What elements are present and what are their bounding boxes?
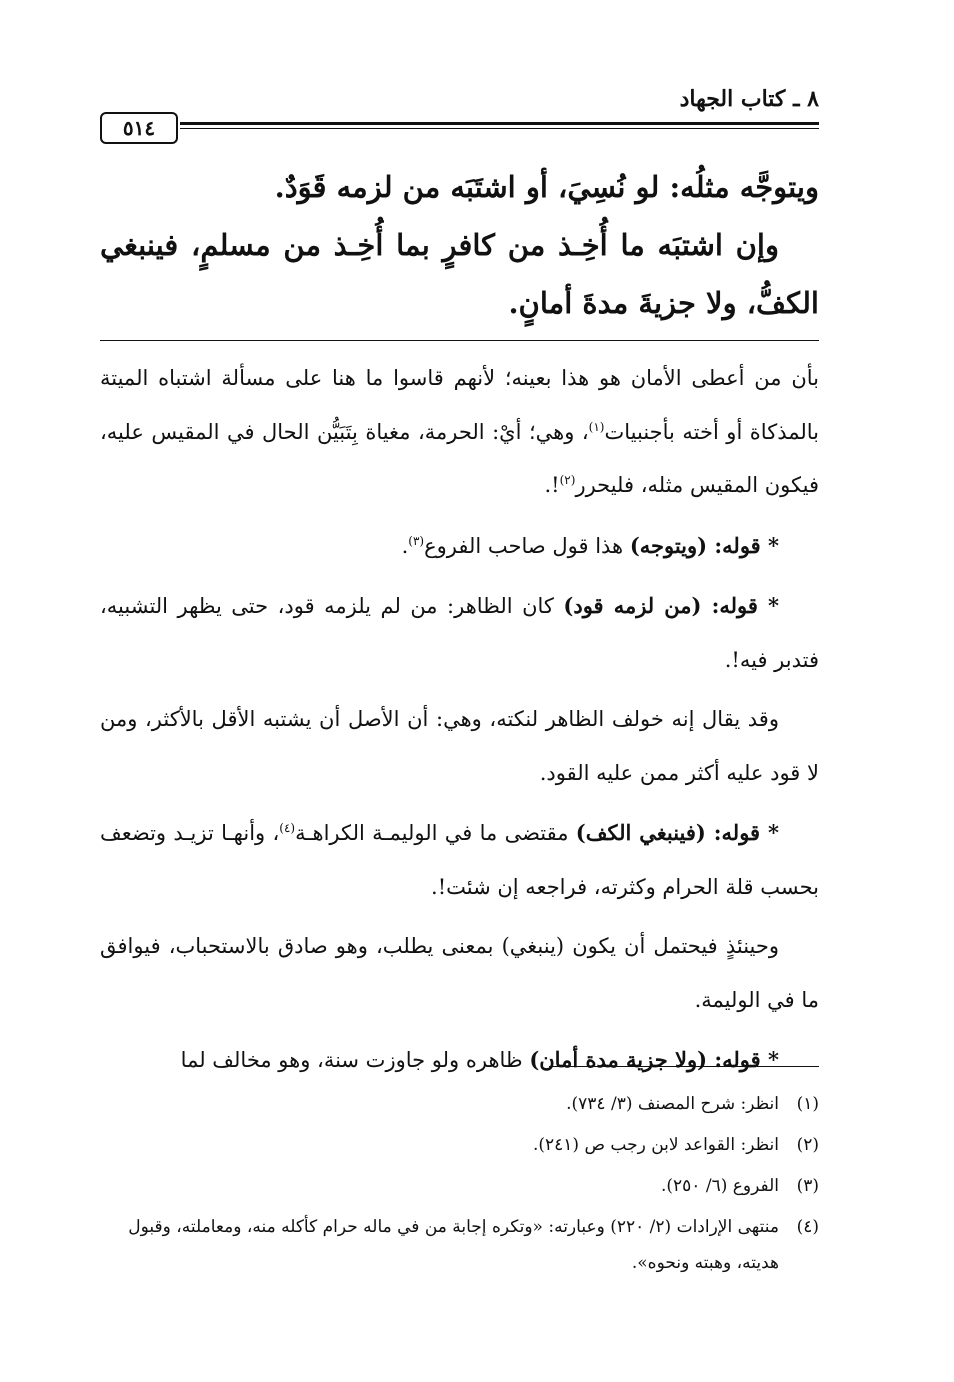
commentary-paragraph-5: * قوله: (فينبغي الكف) مقتضى ما في الوليمـة الكراهـة$^{(٤)}$، وأنهـا تزيـد وتضعف بحسب قلة الحرام وكثرته، فراجعه إن شئت!. [100,820,819,899]
commentary-paragraph-1: بأن من أعطى الأمان هو هذا بعينه؛ لأنهم قاسوا ما هنا على مسألة اشتباه الميتة بالمذكاة أو أخته بأجنبيات$^{(١)}$، وهي؛ أيْ: الحرمة، مغياة بِتَبَيُّن الحال في المقيس عليه، فيكون المقيس مثله، فليحرر$^{(٢)}$!. [100,366,819,497]
footnote-4 [100,1207,819,1281]
footnote-ref-4[interactable]: (٤) [279,821,296,835]
page-number: ٥١٤ [100,112,178,144]
commentary-paragraph-3: * قوله: (من لزمه قود) كان الظاهر: من لم يلزمه قود، حتى يظهر التشبيه، فتدبر فيه!. [100,593,819,672]
commentary-paragraph-2: * قوله: (ويتوجه) هذا قول صاحب الفروع$^{(٣)}$. [401,532,779,558]
main-text-line-2: وإن اشتبَه ما أُخِـذ من كافرٍ بما أُخِـذ من مسلمٍ، فينبغي الكفُّ، ولا جزيةَ مدةَ أمانٍ. [100,228,819,320]
footnote-text: منتهى الإرادات (٢/ ٢٢٠) وعبارته: «وتكره إجابة من في ماله حرام كأكله منه، ومعاملته، وقبول هديته، وهبته ونحوه». [128,1217,779,1273]
footnote-ref-3[interactable]: (٣) [408,533,425,548]
footnote-number: (٤) [796,1217,819,1237]
footnote-number: (١) [796,1094,819,1114]
quote-heading: * قوله: (فينبغي الكف) [575,820,780,845]
footnotes [100,1084,819,1281]
main-text-line-1: ويتوجَّه مثلُه: لو نُسِيَ، أو اشتَبَه من لزمه قَوَدٌ. [274,170,819,204]
quote-heading: * قوله: (ولا جزية مدة أمان) [529,1047,779,1072]
main-text [100,158,819,332]
quote-heading: * قوله: (ويتوجه) [629,532,779,558]
section-divider [100,340,819,341]
footnote-text: انظر: شرح المصنف (٣/ ٧٣٤). [566,1094,779,1114]
footnote-3 [100,1166,819,1207]
running-title: ٨ ـ كتاب الجهاد [679,86,819,112]
commentary-paragraph-4: وقد يقال إنه خولف الظاهر لنكته، وهي: أن الأصل أن يشتبه الأقل بالأكثر، ومن لا قود عليه أكثر ممن عليه القود. [100,707,819,785]
commentary [100,352,819,1088]
header-rule-thin [180,128,819,129]
page-header [100,82,819,144]
footnote-number: (٢) [796,1135,819,1155]
footnote-separator [549,1066,819,1067]
header-rule-thick [180,122,819,125]
footnote-text: الفروع (٦/ ٢٥٠). [660,1176,779,1196]
footnote-ref-2[interactable]: (٢) [559,473,576,487]
footnote-2 [100,1125,819,1166]
commentary-paragraph-7: * قوله: (ولا جزية مدة أمان) ظاهره ولو جاوزت سنة، وهو مخالف لما [180,1047,779,1072]
footnote-text: انظر: القواعد لابن رجب ص (٢٤١). [532,1135,779,1155]
commentary-paragraph-6: وحينئذٍ فيحتمل أن يكون (ينبغي) بمعنى يطلب، وهو صادق بالاستحباب، فيوافق ما في الوليمة. [100,934,819,1012]
quote-heading: * قوله: (من لزمه قود) [563,593,779,618]
footnote-ref-1[interactable]: (١) [588,419,605,434]
footnote-1 [100,1084,819,1125]
footnote-number: (٣) [796,1176,819,1196]
